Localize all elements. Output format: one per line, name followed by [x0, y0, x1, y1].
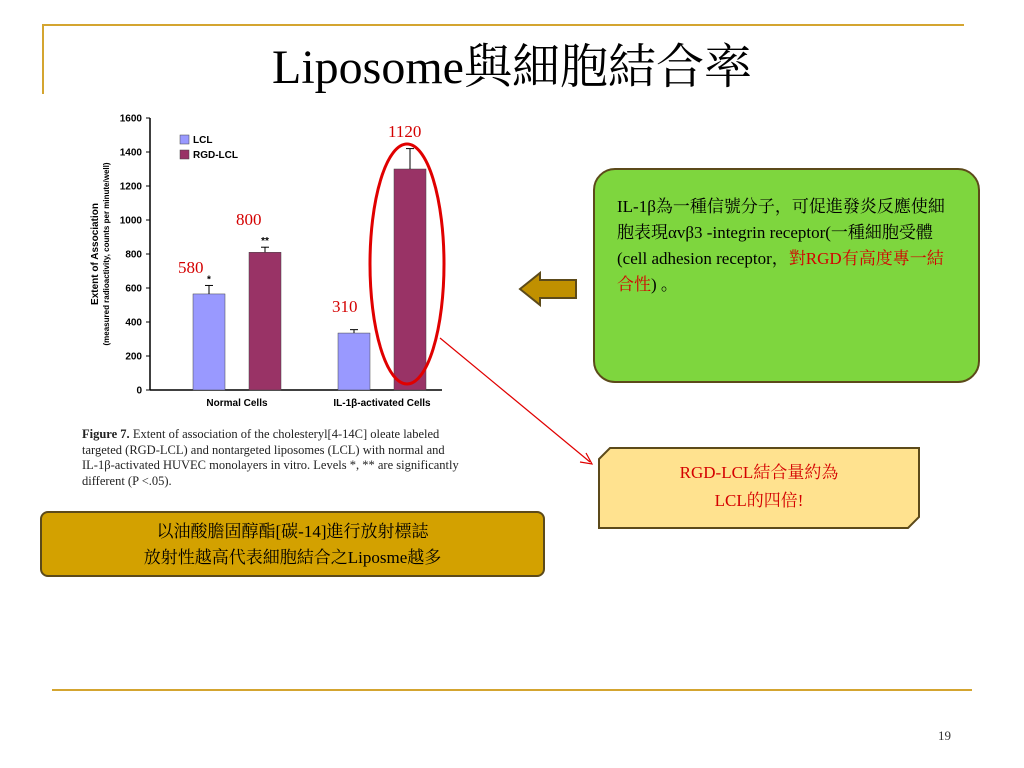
x-tick-label: Normal Cells [206, 398, 268, 409]
y-tick-label: 1200 [119, 181, 142, 193]
caption-text: Extent of association of the cholesteryl[4-14C] oleate labeled targeted (RGD-LCL) and nontargeted liposomes (LCL) with normal and IL-1β-activated HUVEC monolayers in vitro. Levels *, ** are significantly different (P <.05). [82, 427, 459, 488]
y-axis-subtitle: (measured radioactivity, counts per minute/well) [102, 162, 111, 346]
y-tick-label: 800 [125, 249, 142, 261]
note-box [40, 511, 545, 577]
y-tick-label: 0 [136, 385, 142, 397]
caption-label: Figure 7. [82, 427, 130, 441]
y-tick-label: 600 [125, 283, 142, 295]
left-arrow-icon [518, 270, 578, 308]
explanation-end: ) 。 [651, 275, 678, 294]
annotation-1120: 1120 [388, 122, 422, 141]
y-tick-label: 1400 [119, 147, 142, 159]
note-line-1: 以油酸膽固醇酯[碳-14]進行放射標誌 [156, 522, 429, 541]
x-tick-label: IL-1β-activated Cells [333, 398, 431, 409]
frame-bottom-line [52, 689, 972, 691]
significance-marker: ** [261, 236, 269, 248]
page-number: 19 [938, 728, 951, 743]
explanation-highlight: 對RGD有高度專一結合性 [617, 249, 944, 294]
significance-marker: * [207, 274, 211, 286]
y-tick-label: 400 [125, 317, 142, 329]
highlight-ellipse [370, 144, 444, 384]
conclusion-text [598, 459, 920, 515]
annotation-310: 310 [332, 297, 358, 316]
y-tick-label: 200 [125, 351, 142, 363]
y-tick-label: 1600 [119, 113, 142, 125]
annotation-580: 580 [178, 258, 204, 277]
explanation-box [593, 168, 980, 383]
annotation-800: 800 [236, 210, 262, 229]
conclusion-line-2: LCL的四倍! [714, 491, 804, 510]
slide-title: Liposome與細胞結合率 [272, 41, 752, 94]
y-tick-label: 1000 [119, 215, 142, 227]
explanation-text: IL-1β為一種信號分子，可促進發炎反應使細胞表現αvβ3 -integrin receptor(一種細胞受體(cell adhesion receptor， [617, 197, 945, 268]
connector-line [440, 338, 590, 462]
conclusion-line-1: RGD-LCL結合量約為 [679, 463, 839, 482]
legend-label-lcl: LCL [193, 135, 213, 146]
legend-label-rgd-lcl: RGD-LCL [193, 150, 238, 161]
note-line-2: 放射性越高代表細胞結合之Liposme越多 [143, 548, 442, 567]
y-axis-title: Extent of Association [90, 203, 101, 305]
